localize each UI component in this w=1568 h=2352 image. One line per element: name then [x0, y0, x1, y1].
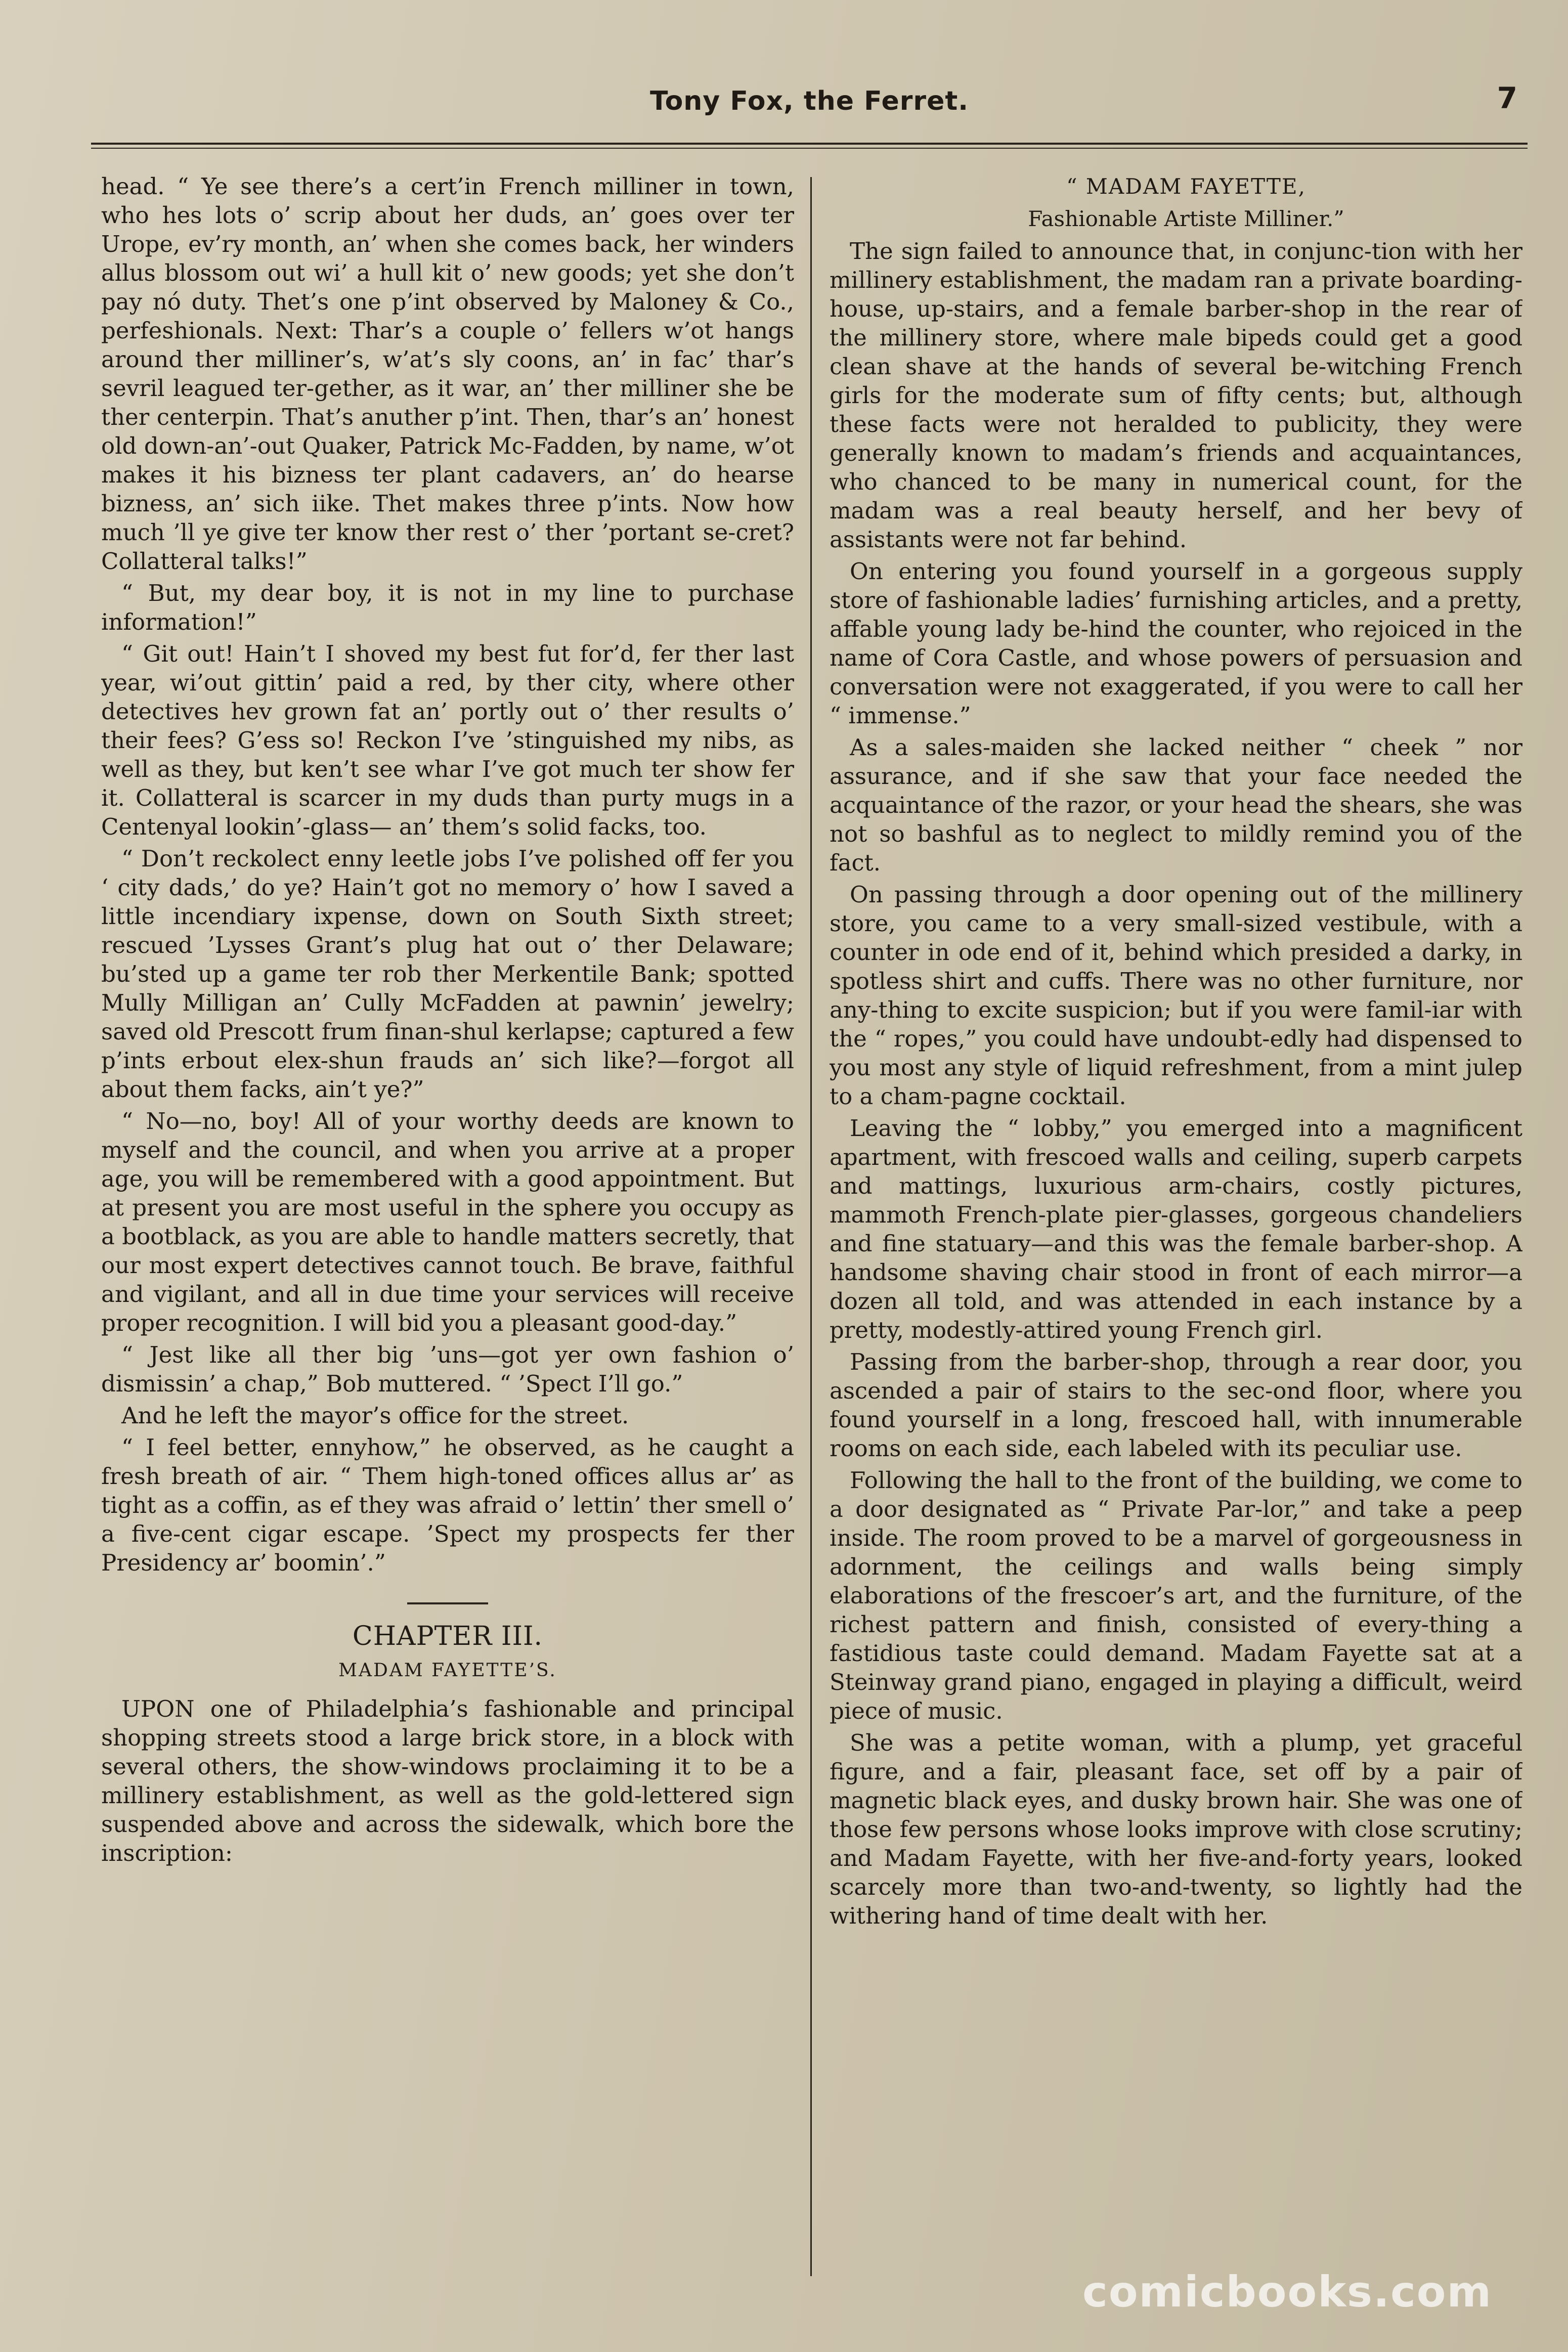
header-rule-thin — [91, 148, 1528, 149]
paragraph: As a sales-maiden she lacked neither “ cheek ” nor assurance, and if she saw that your face needed the acquaintance of the razor, or your head the shears, she was not so bashful as to neglect to mildly remind you of the fact. — [830, 734, 1522, 876]
right-column — [830, 172, 1522, 2286]
chapter-divider — [407, 1602, 488, 1604]
paragraph: “ Git out! Hain’t I shoved my best fut for’d, fer ther last year, wi’out gittin’ paid a red, by ther city, where other detectives hev grown fat an’ portly out o’ ther results o’ their fees? G’ess so! Reckon I’ve ’stinguished my nibs, as well as they, but ken’t see whar I’ve got much ter show fer it. Collatteral is scarcer in my duds than purty mugs in a Centenyal lookin’-glass— an’ them’s solid facks, too. — [101, 640, 794, 840]
paragraph: “ No—no, boy! All of your worthy deeds are known to myself and the council, and when you arrive at a proper age, you will be remembered with a good appointment. But at present you are most useful in the sphere you occupy as a bootblack, as you are able to handle matters secretly, that our most expert detectives cannot touch. Be brave, faithful and vigilant, and all in due time your services will receive proper recognition. I will bid you a pleasant good-day.” — [101, 1108, 794, 1336]
sign-inscription-subtitle: Fashionable Artiste Milliner.” — [1028, 206, 1344, 231]
running-title: Tony Fox, the Ferret. — [650, 86, 969, 116]
page-number: 7 — [1497, 81, 1517, 115]
text-columns — [96, 172, 1528, 2286]
paragraph: On entering you found yourself in a gorgeous supply store of fashionable ladies’ furnishing articles, and a pretty, affable young lady be-hind the counter, who rejoiced in the name of Cora Castle, and whose powers of persuasion and conversation were not exaggerated, if you were to call her “ immense.” — [830, 558, 1522, 729]
paragraph: On passing through a door opening out of the millinery store, you came to a very small-sized vestibule, with a counter in ode end of it, behind which presided a darky, in spotless shirt and cuffs. There was no other furniture, nor any-thing to excite suspicion; but if you were famil-iar with the “ ropes,” you could have undoubt-edly had dispensed to you most any style of liquid refreshment, from a mint julep to a cham-pagne cocktail. — [830, 881, 1522, 1110]
paragraph: Leaving the “ lobby,” you emerged into a magnificent apartment, with frescoed walls and ceiling, superb carpets and mattings, luxurious arm-chairs, costly pictures, mammoth French-plate pier-glasses, gorgeous chandeliers and fine statuary—and this was the female barber-shop. A handsome shaving chair stood in front of each mirror—a dozen all told, and was attended in each instance by a pretty, modestly-attired young French girl. — [830, 1115, 1522, 1343]
paragraph: Following the hall to the front of the building, we come to a door designated as “ Private Par-lor,” and take a peep inside. The room proved to be a marvel of gorgeousness in adornment, the ceilings and walls being simply elaborations of the frescoer’s art, and the furniture, of the richest pattern and finish, consisted of every-thing a fastidious taste could demand. Madam Fayette sat at a Steinway grand piano, engaged in playing a difficult, weird piece of music. — [830, 1467, 1522, 1724]
sign-inscription-title: “ MADAM FAYETTE, — [1066, 174, 1306, 199]
column-divider — [810, 177, 812, 2276]
chapter-title: CHAPTER III. — [352, 1621, 543, 1651]
paragraph: Passing from the barber-shop, through a rear door, you ascended a pair of stairs to the sec-ond floor, where you found yourself in a long, frescoed hall, with innumerable rooms on each side, each labeled with its peculiar use. — [830, 1348, 1522, 1462]
header-rule — [91, 143, 1528, 145]
watermark: comicbooks.com — [1082, 2267, 1492, 2317]
paragraph: And he left the mayor’s office for the street. — [121, 1402, 629, 1429]
chapter-opening-paragraph: UPON one of Philadelphia’s fashionable and principal shopping streets stood a large brick store, in a block with several others, the show-windows proclaiming it to be a millinery establishment, as well as the gold-lettered sign suspended above and across the sidewalk, which bore the inscription: — [101, 1695, 794, 1866]
paragraph: head. “ Ye see there’s a cert’in French milliner in town, who hes lots o’ scrip about her duds, an’ goes over ter Urope, ev’ry month, an’ when she comes back, her winders allus blossom out wi’ a hull kit o’ new goods; yet she don’t pay nó duty. Thet’s one p’int observed by Maloney & Co., perfeshionals. Next: Thar’s a couple o’ fellers w’ot hangs around ther milliner’s, w’at’s sly coons, an’ in fac’ thar’s sevril leagued ter-gether, as it war, an’ ther milliner she be ther centerpin. That’s anuther p’int. Then, thar’s an’ honest old down-an’-out Quaker, Patrick Mc-Fadden, by name, w’ot makes it his bizness ter plant cadavers, an’ do hearse bizness, an’ sich iike. Thet makes three p’ints. Now how much ’ll ye give ter know ther rest o’ ther ’portant se-cret? Collatteral talks!” — [101, 173, 794, 575]
paragraph: The sign failed to announce that, in conjunc-tion with her millinery establishment, the madam ran a private boarding-house, up-stairs, and a female barber-shop in the rear of the millinery store, where male bipeds could get a good clean shave at the hands of several be-witching French girls for the moderate sum of fifty cents; but, although these facts were not heralded to publicity, they were generally known to madam’s friends and acquaintances, who chanced to be many in numerical count, for the madam was a real beauty herself, and her bevy of assistants were not far behind. — [830, 238, 1522, 553]
paragraph: “ Jest like all ther big ’uns—got yer own fashion o’ dismissin’ a chap,” Bob muttered. “ ’Spect I’ll go.” — [101, 1341, 794, 1397]
chapter-subtitle: MADAM FAYETTE’S. — [338, 1660, 557, 1681]
page-header — [91, 81, 1528, 142]
paragraph: “ I feel better, ennyhow,” he observed, as he caught a fresh breath of air. “ Them high-toned offices allus ar’ as tight as a coffin, as ef they was afraid o’ lettin’ ther smell o’ a five-cent cigar escape. ’Spect my prospects fer ther Presidency ar’ boomin’.” — [101, 1434, 794, 1576]
left-column — [101, 172, 794, 2286]
paragraph: “ But, my dear boy, it is not in my line to purchase information!” — [101, 580, 794, 635]
paragraph: She was a petite woman, with a plump, yet graceful figure, and a fair, pleasant face, set off by a pair of magnetic black eyes, and dusky brown hair. She was one of those few persons whose looks improve with close scrutiny; and Madam Fayette, with her five-and-forty years, looked scarcely more than two-and-twenty, so lightly had the withering hand of time dealt with her. — [830, 1729, 1522, 1929]
paragraph: “ Don’t reckolect enny leetle jobs I’ve polished off fer you ‘ city dads,’ do ye? Hain’t got no memory o’ how I saved a little incendiary ixpense, down on South Sixth street; rescued ’Lysses Grant’s plug hat out o’ ther Delaware; bu’sted up a game ter rob ther Merkentile Bank; spotted Mully Milligan an’ Cully McFadden at pawnin’ jewelry; saved old Prescott frum finan-shul kerlapse; captured a few p’ints erbout elex-shun frauds an’ sich like?—forgot all about them facks, ain’t ye?” — [101, 845, 794, 1103]
